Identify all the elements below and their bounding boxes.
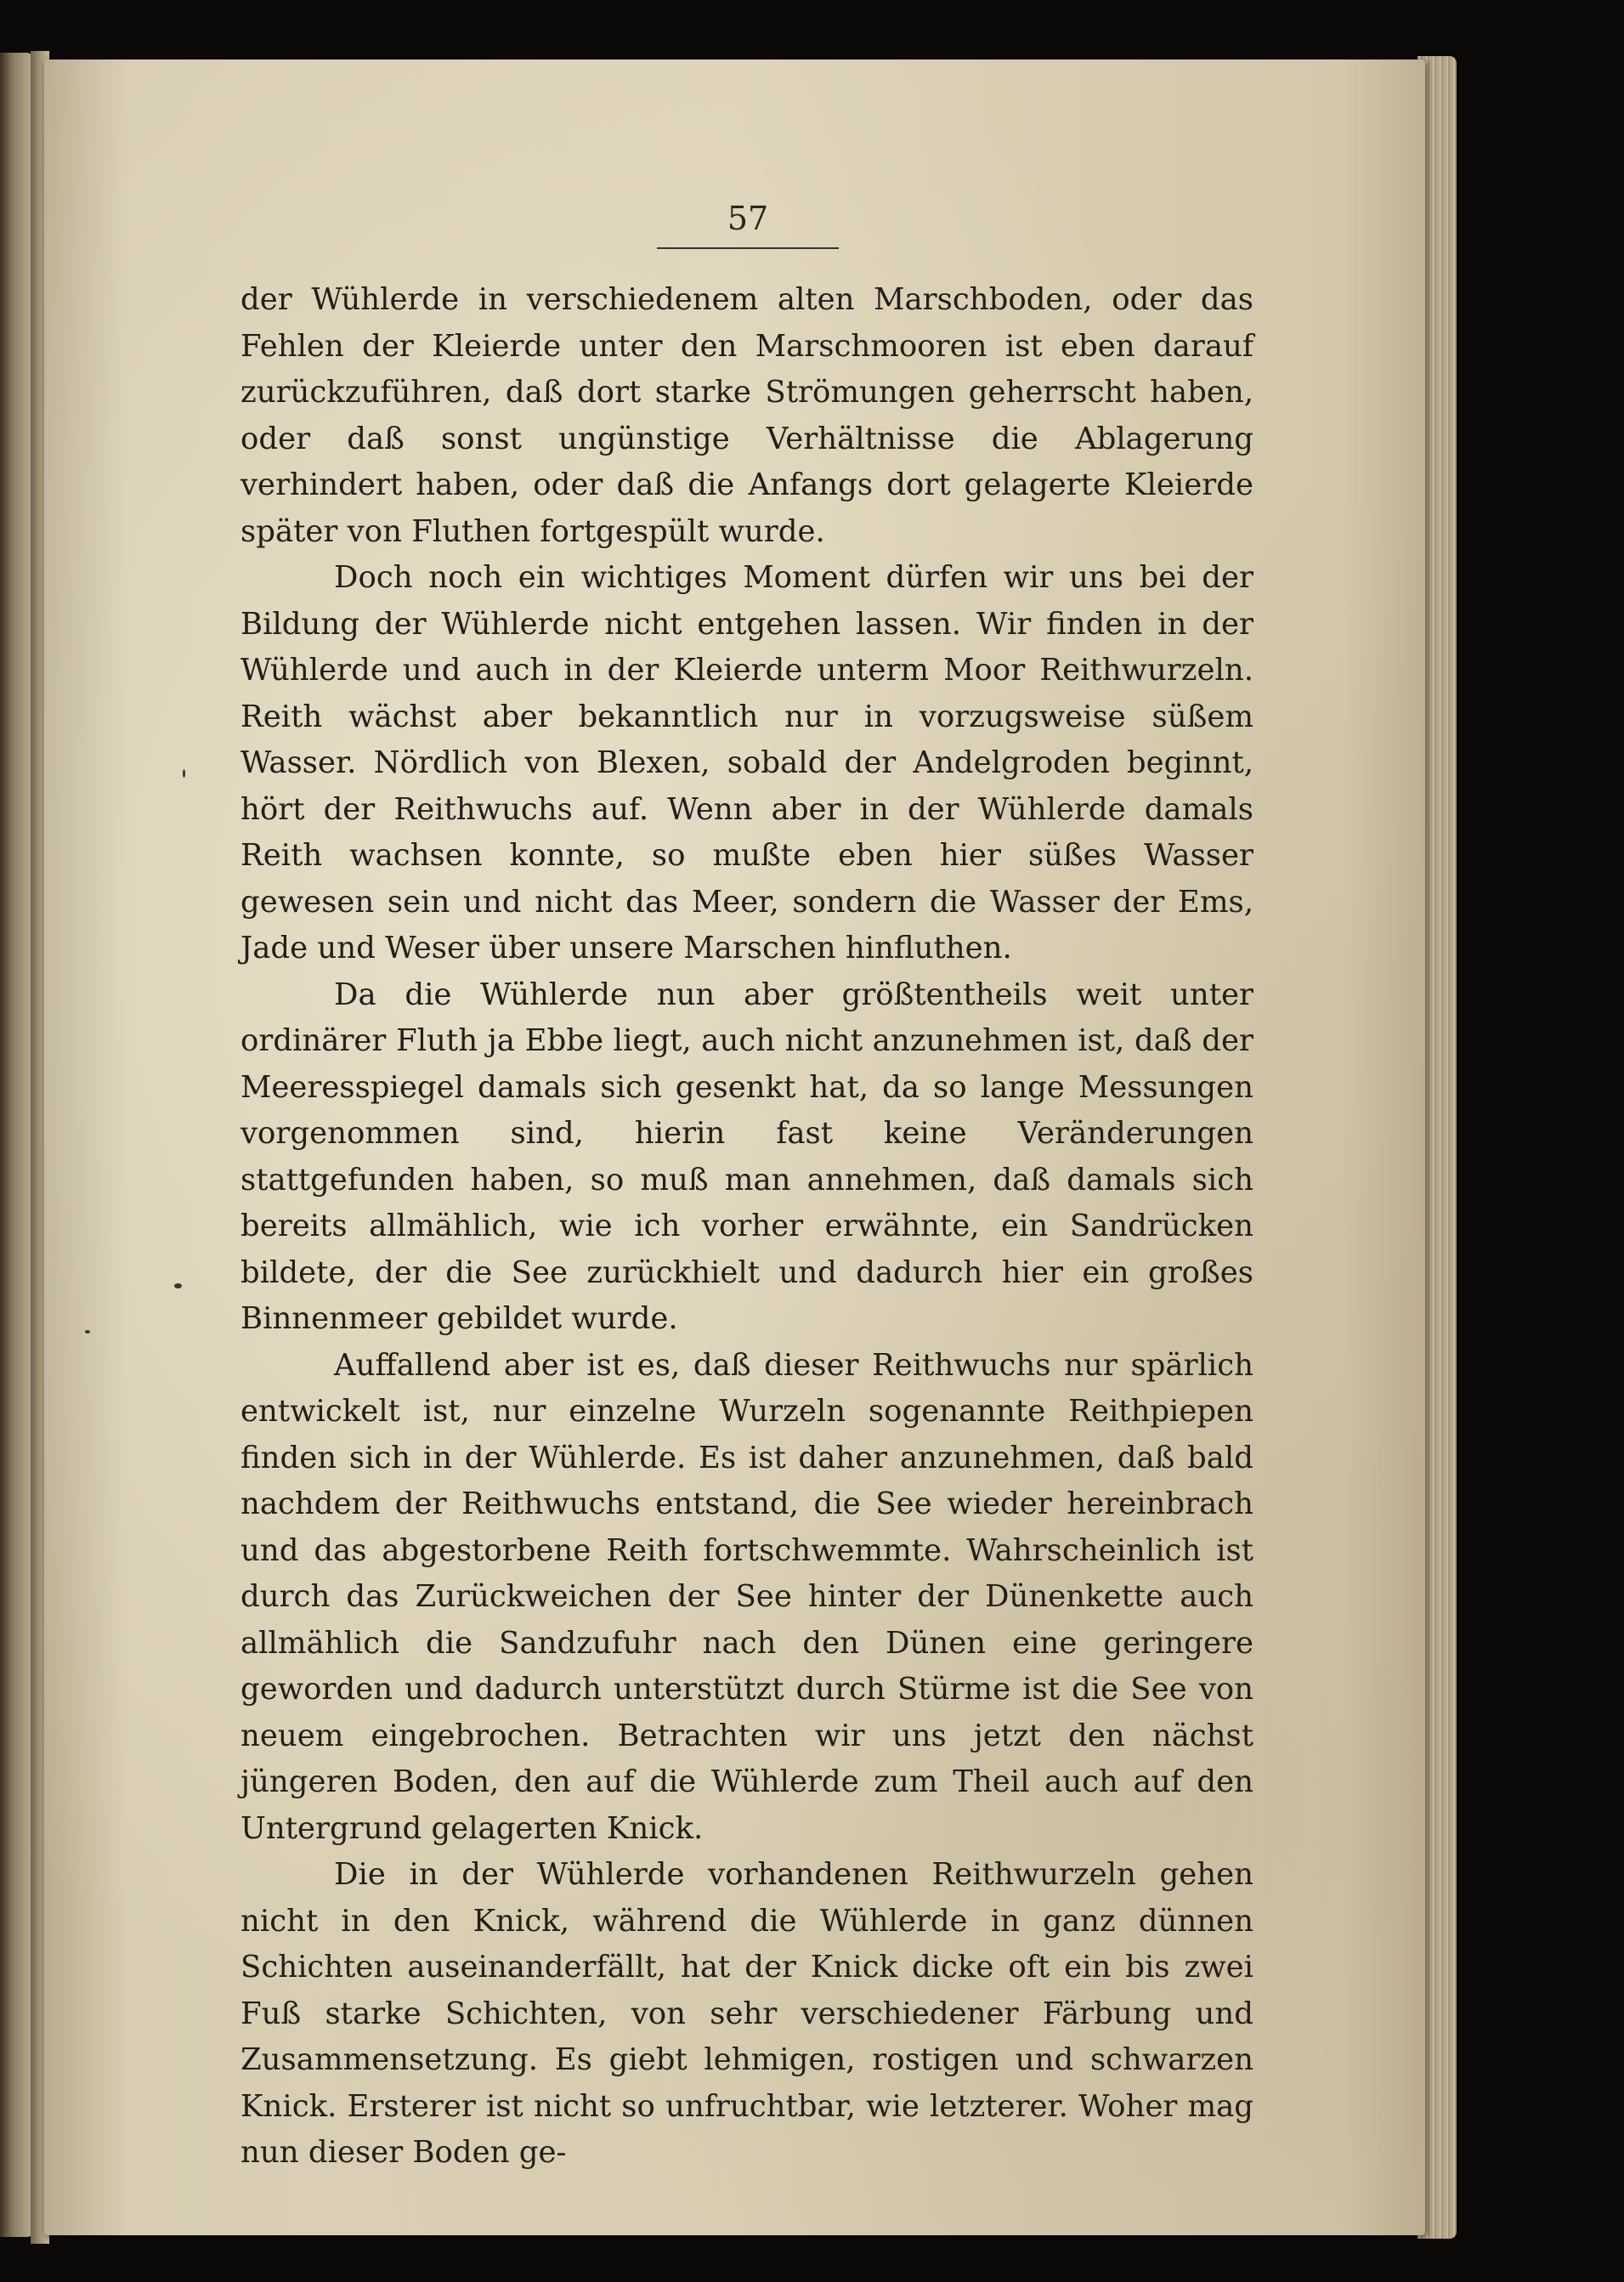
page-number: 57 <box>727 200 769 237</box>
paper-speck <box>183 769 185 778</box>
page-number-rule <box>657 247 839 249</box>
previous-page-edge <box>0 53 32 2237</box>
paragraph-5: Die in der Wühlerde vorhandenen Reithwurzeln gehen nicht in den Knick, während die Wühlerde in ganz dünnen Schichten auseinanderfällt, hat der Knick dicke oft ein bis zwei Fuß starke Schichten, von sehr verschiedener Färbung und Zusammensetzung. Es giebt lehmigen, rostigen und schwarzen Knick. Ersterer ist nicht so unfruchtbar, wie letzterer. Woher mag nun dieser Boden ge- <box>240 1857 1253 2170</box>
paper-speck <box>174 1283 182 1288</box>
paragraph-3: Da die Wühlerde nun aber größtentheils weit unter ordinärer Fluth ja Ebbe liegt, auch nicht anzunehmen ist, daß der Meeresspiegel damals sich gesenkt hat, da so lange Messungen vorgenommen sind, hierin fast keine Veränderungen stattgefunden haben, so muß man annehmen, daß damals sich bereits allmählich, wie ich vorher erwähnte, ein Sandrücken bildete, der die See zurückhielt und dadurch hier ein großes Binnenmeer gebildet wurde. <box>240 977 1253 1336</box>
body-text <box>240 277 1253 2177</box>
paragraph-4: Auffallend aber ist es, daß dieser Reithwuchs nur spärlich entwickelt ist, nur einzelne Wurzeln sogenannte Reithpiepen finden sich in der Wühlerde. Es ist daher anzunehmen, daß bald nachdem der Reithwuchs entstand, die See wieder hereinbrach und das abgestorbene Reith fortschwemmte. Wahrscheinlich ist durch das Zurückweichen der See hinter der Dünenkette auch allmählich die Sandzufuhr nach den Dünen eine geringere geworden und dadurch unterstützt durch Stürme ist die See von neuem eingebrochen. Betrachten wir uns jetzt den nächst jüngeren Boden, den auf die Wühlerde zum Theil auch auf den Untergrund gelagerten Knick. <box>240 1347 1253 1846</box>
paragraph-1: der Wühlerde in verschiedenem alten Marschboden, oder das Fehlen der Kleierde unter den Marschmooren ist eben darauf zurückzuführen, daß dort starke Strömungen geherrscht haben, oder daß sonst ungünstige Verhältnisse die Ablagerung verhindert haben, oder daß die Anfangs dort gelagerte Kleierde später von Fluthen fortgespült wurde. <box>240 282 1253 549</box>
paper-speck <box>85 1330 90 1334</box>
paragraph-2: Doch noch ein wichtiges Moment dürfen wir uns bei der Bildung der Wühlerde nicht entgehen lassen. Wir finden in der Wühlerde und auch in der Kleierde unterm Moor Reithwurzeln. Reith wächst aber bekanntlich nur in vorzugsweise süßem Wasser. Nördlich von Blexen, sobald der Andelgroden beginnt, hört der Reithwuchs auf. Wenn aber in der Wühlerde damals Reith wachsen konnte, so mußte eben hier süßes Wasser gewesen sein und nicht das Meer, sondern die Wasser der Ems, Jade und Weser über unsere Marschen hinfluthen. <box>240 560 1253 965</box>
